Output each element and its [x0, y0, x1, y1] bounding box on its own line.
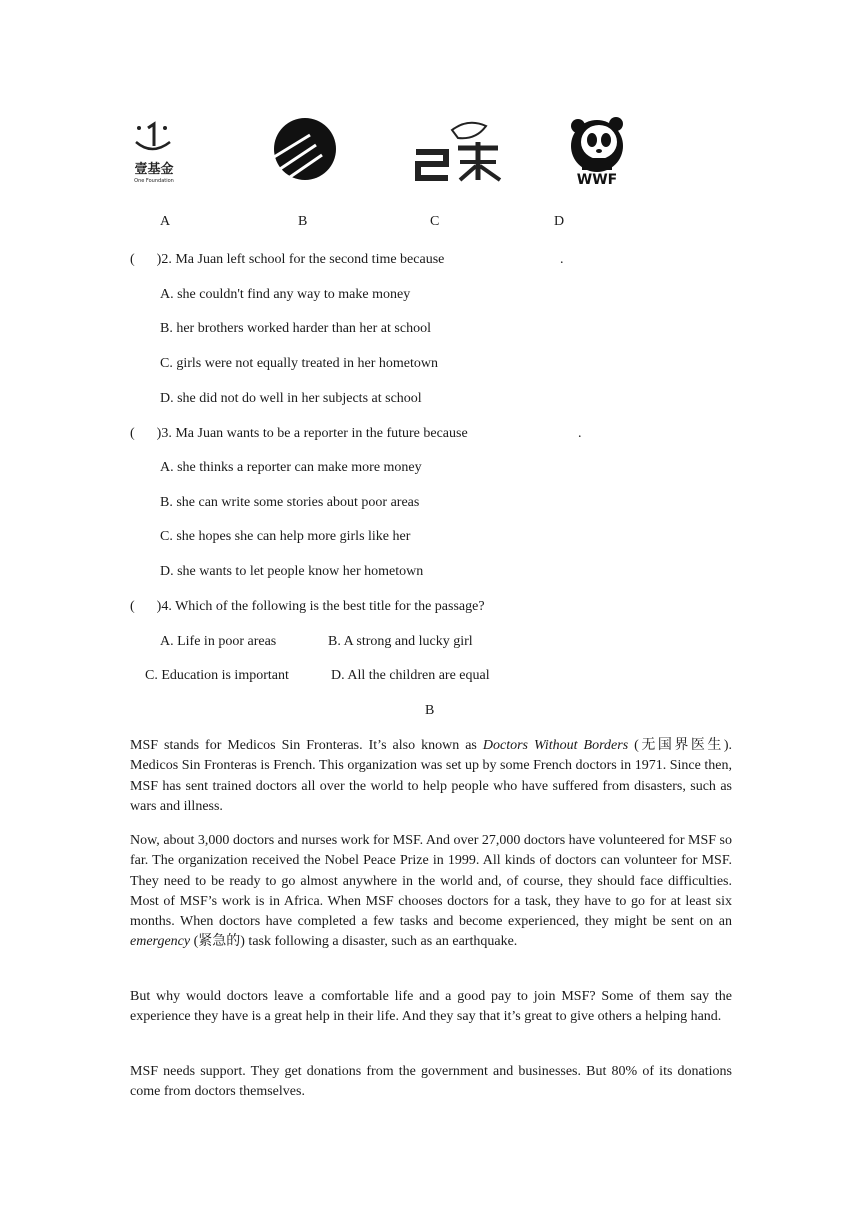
question-text: 3. Ma Juan wants to be a reporter in the future because — [161, 426, 468, 441]
question-3-option-a[interactable]: A. she thinks a reporter can make more money — [160, 460, 422, 475]
question-3-end: . — [578, 426, 582, 441]
question-4-stem: ( )4. Which of the following is the best title for the passage? — [130, 599, 485, 614]
question-2-option-a[interactable]: A. she couldn't find any way to make money — [160, 287, 411, 302]
one-foundation-cn-text: 壹基金 — [134, 162, 174, 177]
black-circle-logo — [270, 117, 338, 183]
question-2-option-b[interactable]: B. her brothers worked harder than her at school — [160, 321, 431, 336]
question-4-option-b[interactable]: B. A strong and lucky girl — [328, 634, 473, 649]
wwf-text: WWF — [576, 172, 618, 188]
question-4-option-a[interactable]: A. Life in poor areas — [160, 634, 277, 649]
question-2-option-d[interactable]: D. she did not do well in her subjects at school — [160, 391, 422, 406]
passage-paragraph-4: MSF needs support. They get donations from the government and businesses. But 80% of its donations come from doctors themselves. — [130, 1064, 732, 1100]
one-foundation-en-text: One Foundation — [134, 178, 174, 184]
one-foundation-logo — [130, 120, 182, 186]
logo-letter-c: C — [430, 214, 440, 229]
logo-letter-d: D — [554, 214, 565, 229]
question-2-end: . — [560, 252, 564, 267]
question-4-option-c[interactable]: C. Education is important — [145, 668, 289, 683]
section-title: B — [425, 703, 435, 718]
logo-letter-a: A — [160, 214, 171, 229]
passage-paragraph-2: Now, about 3,000 doctors and nurses work for MSF. And over 27,000 doctors have volunteered for MSF so far. The organization received the Nobel Peace Prize in 1999. All kinds of doctors can volunteer for MSF. They need to be ready to go almost anywhere in the world and, of course, they should face difficulties. Most of MSF’s work is in Africa. When MSF chooses doctors for a task, they have to go for at least six months. When doctors have completed a few tasks and become experienced, they might be sent on an emergency (紧急的) task following a disaster, such as an earthquake. — [130, 833, 732, 950]
passage-paragraph-3: But why would doctors leave a comfortable life and a good pay to join MSF? Some of them say the experience they have is a great help in their life. And they say that it’s great to give others a helping hand. — [130, 989, 732, 1025]
question-3-stem: ( )3. Ma Juan wants to be a reporter in the future because — [130, 426, 468, 441]
question-text: 2. Ma Juan left school for the second time because — [161, 252, 445, 267]
calligraphy-logo — [412, 118, 504, 184]
answer-bracket-open: ( — [130, 426, 135, 441]
question-2-stem: ( )2. Ma Juan left school for the second time because — [130, 252, 445, 267]
question-3-option-b[interactable]: B. she can write some stories about poor areas — [160, 495, 420, 510]
question-3-option-c[interactable]: C. she hopes she can help more girls like her — [160, 529, 411, 544]
answer-bracket-open: ( — [130, 599, 135, 614]
passage-paragraph-1: MSF stands for Medicos Sin Fronteras. It’s also known as Doctors Without Borders (无国界医生). Medicos Sin Fronteras is French. This organization was set up by some French doctors in 1971. Since then, MSF has sent trained doctors all over the world to help people who have suffered from disasters, such as wars and illness. — [130, 738, 733, 814]
question-4-option-d[interactable]: D. All the children are equal — [331, 668, 490, 683]
logo-letter-b: B — [298, 214, 308, 229]
answer-bracket-open: ( — [130, 252, 135, 267]
question-2-option-c[interactable]: C. girls were not equally treated in her hometown — [160, 356, 438, 371]
question-3-option-d[interactable]: D. she wants to let people know her hometown — [160, 564, 424, 579]
wwf-panda-logo — [568, 114, 626, 188]
question-text: 4. Which of the following is the best title for the passage? — [161, 599, 485, 614]
